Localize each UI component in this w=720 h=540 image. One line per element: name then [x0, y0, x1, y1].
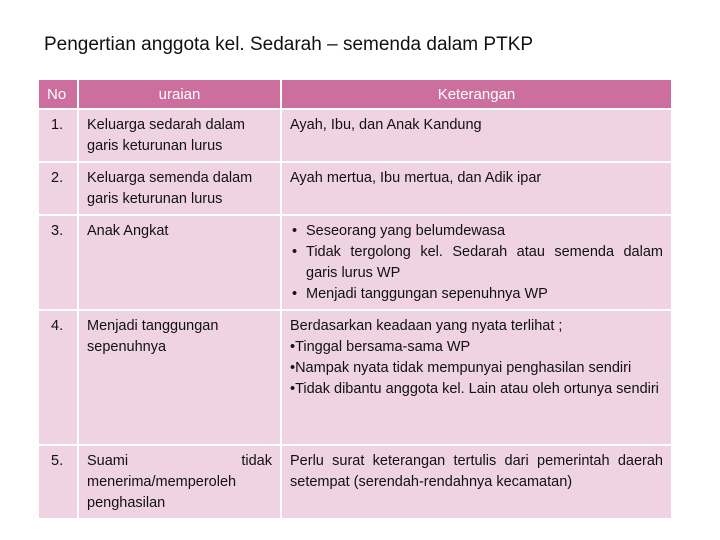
keterangan-cell: Ayah, Ibu, dan Anak Kandung: [281, 109, 672, 162]
table-row: [38, 215, 672, 310]
row-number: 1.: [38, 109, 78, 162]
bullet-icon: •: [292, 244, 298, 260]
uraian-rest: menerima/memperoleh penghasilan: [87, 474, 237, 511]
ptkp-table: [37, 78, 673, 520]
keterangan-cell: [281, 310, 672, 445]
header-uraian: uraian: [78, 79, 281, 109]
keterangan-line: •Tidak dibantu anggota kel. Lain atau oleh ortunya sendiri: [290, 381, 659, 397]
keterangan-cell: Ayah mertua, Ibu mertua, dan Adik ipar: [281, 162, 672, 215]
page-title: Pengertian anggota kel. Sedarah – semenda dalam PTKP: [44, 34, 534, 55]
uraian-word: Suami: [87, 453, 129, 469]
row-number: 3.: [38, 215, 78, 310]
table-row: [38, 109, 672, 162]
table-row: [38, 445, 672, 519]
keterangan-line: •Nampak nyata tidak mempunyai penghasilan sendiri: [290, 360, 632, 376]
keterangan-line: •Tinggal bersama-sama WP: [290, 339, 471, 355]
header-no: No: [38, 79, 78, 109]
bullet-icon: •: [292, 286, 298, 302]
bullet-icon: •: [292, 223, 298, 239]
bullet-text: Tidak tergolong kel. Sedarah atau semenda dalam garis lurus WP: [306, 244, 663, 281]
bullet-text: Seseorang yang belumdewasa: [306, 223, 506, 239]
table-row: [38, 162, 672, 215]
row-number: 4.: [38, 310, 78, 445]
keterangan-cell: [281, 215, 672, 310]
list-item: [290, 284, 663, 305]
row-number: 5.: [38, 445, 78, 519]
uraian-word: tidak: [241, 453, 272, 469]
uraian-cell: [78, 445, 281, 519]
uraian-first-line: [87, 451, 272, 472]
keterangan-bullet-list: [290, 221, 663, 305]
uraian-cell: Keluarga semenda dalam garis keturunan lurus: [78, 162, 281, 215]
list-item: [290, 221, 663, 242]
keterangan-cell: Perlu surat keterangan tertulis dari pemerintah daerah setempat (serendah-rendahnya kecamatan): [281, 445, 672, 519]
table-header-row: [38, 79, 672, 109]
list-item: [290, 242, 663, 284]
keterangan-line: Berdasarkan keadaan yang nyata terlihat ;: [290, 318, 563, 334]
table-row: [38, 310, 672, 445]
uraian-cell: Menjadi tanggungan sepenuhnya: [78, 310, 281, 445]
header-keterangan: Keterangan: [281, 79, 672, 109]
uraian-cell: Keluarga sedarah dalam garis keturunan lurus: [78, 109, 281, 162]
bullet-text: Menjadi tanggungan sepenuhnya WP: [306, 286, 548, 302]
uraian-cell: Anak Angkat: [78, 215, 281, 310]
row-number: 2.: [38, 162, 78, 215]
